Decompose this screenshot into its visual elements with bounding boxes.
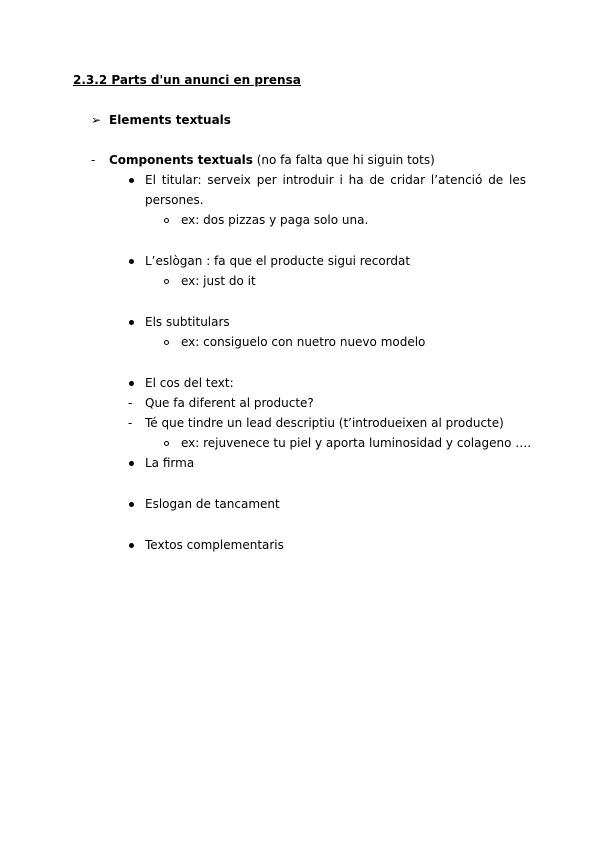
bullet-circle-icon xyxy=(164,218,169,223)
subtitulars-example: ex: consiguelo con nuetro nuevo modelo xyxy=(181,335,426,349)
bullet-dot-icon xyxy=(129,461,134,466)
subtitulars-item: Els subtitulars xyxy=(145,315,230,329)
section-heading: 2.3.2 Parts d'un anunci en prensa xyxy=(73,73,301,87)
complementaris-item: Textos complementaris xyxy=(145,538,284,552)
cos-sub-1: Que fa diferent al producte? xyxy=(145,396,314,410)
bullet-dot-icon xyxy=(129,502,134,507)
eslogan-item: L’eslògan : fa que el producte sigui recordat xyxy=(145,254,411,268)
tancament-item: Eslogan de tancament xyxy=(145,497,280,511)
cos-example: ex: rejuvenece tu piel y aporta luminosidad y colageno …. xyxy=(181,436,532,450)
bullet-circle-icon xyxy=(164,340,169,345)
dash-bullet: - xyxy=(91,153,96,167)
arrow-bullet-icon: ➢ xyxy=(91,113,102,127)
bullet-dot-icon xyxy=(129,259,134,264)
bullet-dot-icon xyxy=(129,543,134,548)
subsection-title: Elements textuals xyxy=(109,113,231,127)
components-heading xyxy=(109,152,435,168)
bullet-dot-icon xyxy=(129,381,134,386)
firma-item: La firma xyxy=(145,456,195,470)
dash-bullet: - xyxy=(128,396,133,410)
bullet-dot-icon xyxy=(129,178,134,183)
titular-example: ex: dos pizzas y paga solo una. xyxy=(181,213,369,227)
titular-line-2: persones. xyxy=(145,193,204,207)
bullet-dot-icon xyxy=(129,320,134,325)
components-note: (no fa falta que hi siguin tots) xyxy=(252,153,435,167)
bullet-circle-icon xyxy=(164,441,169,446)
titular-line-1: El titular: serveix per introduir i ha de cridar l’atenció de les xyxy=(145,173,526,187)
cos-item: El cos del text: xyxy=(145,376,234,390)
eslogan-example: ex: just do it xyxy=(181,274,256,288)
cos-sub-2: Té que tindre un lead descriptiu (t’introdueixen al producte) xyxy=(145,416,504,430)
dash-bullet: - xyxy=(128,416,133,430)
components-title: Components textuals xyxy=(109,153,253,167)
bullet-circle-icon xyxy=(164,279,169,284)
